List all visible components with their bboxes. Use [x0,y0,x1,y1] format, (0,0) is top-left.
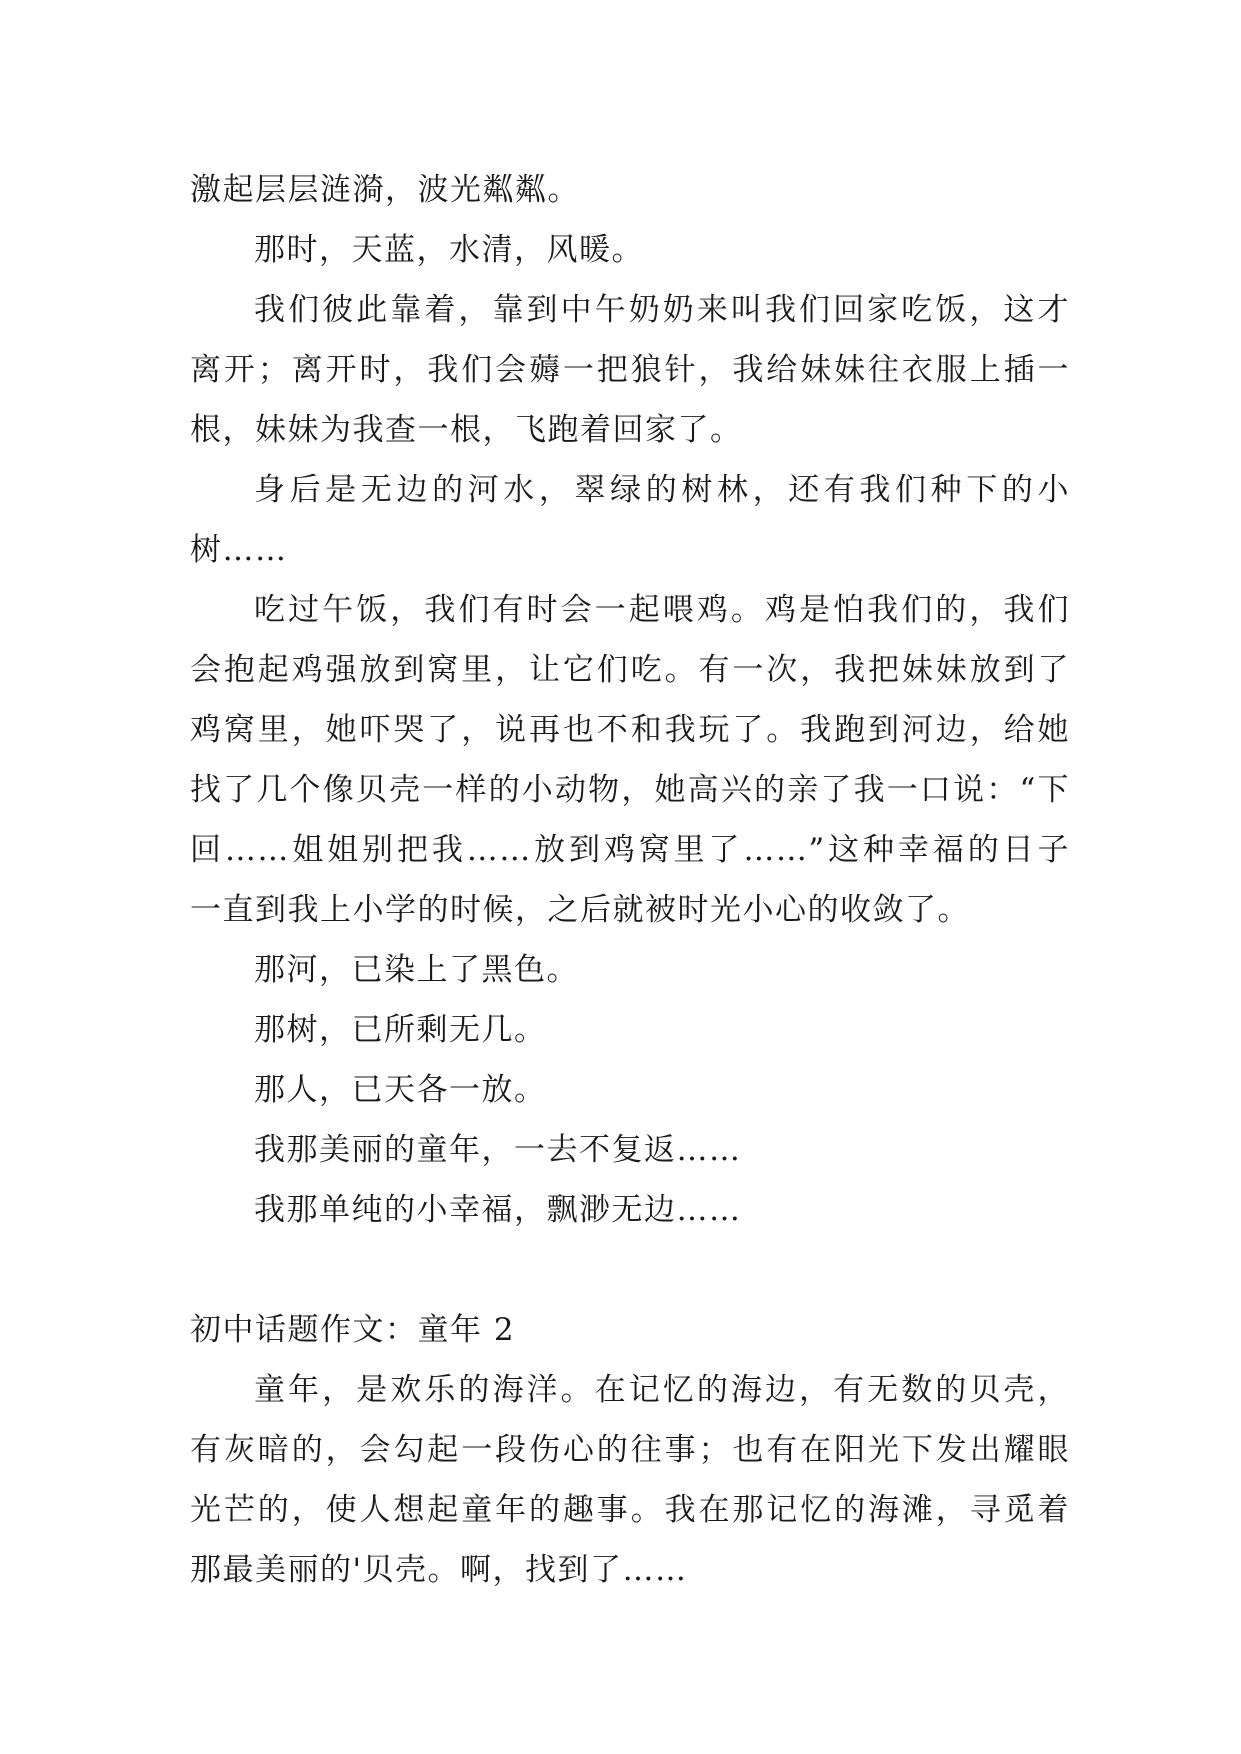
text-line: 我那单纯的小幸福，飘渺无边…… [254,1192,742,1228]
section-gap [190,1240,1070,1300]
text-line: 那时，天蓝，水清，风暖。 [254,232,644,268]
text-line: 我们彼此靠着，靠到中午奶奶来叫我们回家吃饭，这才 [254,292,1070,328]
document-body [190,160,1070,1600]
text-line: 吃过午饭，我们有时会一起喂鸡。鸡是怕我们的，我们 [254,592,1070,628]
text-line: 那河，已染上了黑色。 [254,952,579,988]
text-line: 树…… [190,532,288,568]
text-line: 童年，是欢乐的海洋。在记忆的海边，有无数的贝壳， [254,1372,1070,1408]
text-line: 有灰暗的，会勾起一段伤心的往事；也有在阳光下发出耀眼 [190,1432,1070,1468]
text-line: 离开；离开时，我们会薅一把狼针，我给妹妹往衣服上插一 [190,352,1070,388]
text-line: 激起层层涟漪，波光粼粼。 [190,172,580,208]
text-line: 鸡窝里，她吓哭了，说再也不和我玩了。我跑到河边，给她 [190,712,1070,748]
text-line: 会抱起鸡强放到窝里，让它们吃。有一次，我把妹妹放到了 [190,652,1070,688]
text-line: 找了几个像贝壳一样的小动物，她高兴的亲了我一口说：“下 [190,772,1070,808]
text-line: 那最美丽的'贝壳。啊，找到了…… [190,1552,688,1588]
text-line: 那人，已天各一放。 [254,1072,547,1108]
text-line: 那树，已所剩无几。 [254,1012,547,1048]
text-line: 根，妹妹为我查一根，飞跑着回家了。 [190,412,743,448]
text-line: 我那美丽的童年，一去不复返…… [254,1132,742,1168]
text-line: 身后是无边的河水，翠绿的树林，还有我们种下的小 [254,472,1070,508]
section-title: 初中话题作文：童年 2 [190,1312,516,1348]
text-line: 光芒的，使人想起童年的趣事。我在那记忆的海滩，寻觅着 [190,1492,1070,1528]
text-line: 回……姐姐别把我……放到鸡窝里了……”这种幸福的日子 [190,832,1070,868]
text-line: 一直到我上小学的时候，之后就被时光小心的收敛了。 [190,892,970,928]
